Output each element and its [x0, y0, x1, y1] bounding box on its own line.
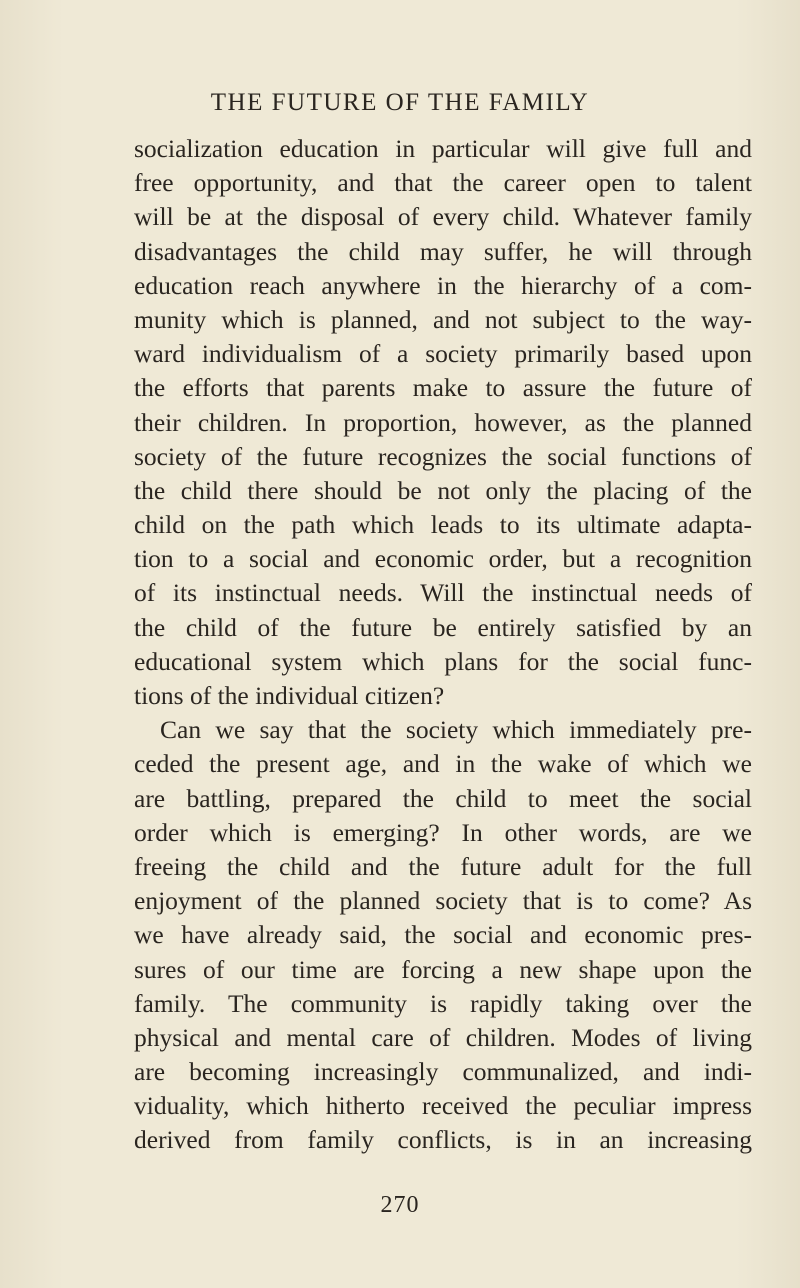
body-text — [134, 132, 752, 1158]
text-line: education reach anywhere in the hierarchy of a com- — [134, 270, 752, 300]
text-line: their children. In proportion, however, as the planned — [134, 407, 752, 437]
text-line: munity which is planned, and not subject to the way- — [134, 304, 752, 334]
text-line: we have already said, the social and economic pres- — [134, 920, 752, 950]
text-line: are becoming increasingly communalized, and indi- — [134, 1057, 752, 1087]
text-line: of its instinctual needs. Will the instinctual needs of — [134, 578, 752, 608]
text-line: viduality, which hitherto received the peculiar impress — [134, 1091, 752, 1121]
text-line: physical and mental care of children. Modes of living — [134, 1022, 752, 1052]
paragraph-start-line: Can we say that the society which immediately pre- — [160, 715, 752, 745]
paragraph-end-line: tions of the individual citizen? — [134, 681, 445, 710]
running-head: THE FUTURE OF THE FAMILY — [210, 89, 590, 116]
text-line: sures of our time are forcing a new shape upon the — [134, 954, 752, 984]
text-line: the efforts that parents make to assure the future of — [134, 373, 752, 403]
text-line: society of the future recognizes the social functions of — [134, 441, 752, 471]
text-line: tion to a social and economic order, but a recognition — [134, 544, 752, 574]
text-line: are battling, prepared the child to meet the social — [134, 783, 752, 813]
text-line: disadvantages the child may suffer, he will through — [134, 236, 752, 266]
page-number: 270 — [380, 1192, 420, 1218]
text-line: enjoyment of the planned society that is to come? As — [134, 886, 752, 916]
text-line: family. The community is rapidly taking over the — [134, 988, 752, 1018]
text-line: educational system which plans for the social func- — [134, 646, 752, 676]
text-line: free opportunity, and that the career open to talent — [134, 168, 752, 198]
text-line: ward individualism of a society primarily based upon — [134, 339, 752, 369]
text-line: will be at the disposal of every child. Whatever family — [134, 202, 752, 232]
text-line: the child of the future be entirely satisfied by an — [134, 612, 752, 642]
text-line: socialization education in particular will give full and — [134, 134, 752, 163]
text-line: child on the path which leads to its ultimate adapta- — [134, 510, 752, 540]
text-line: the child there should be not only the placing of the — [134, 475, 752, 505]
text-line: ceded the present age, and in the wake of which we — [134, 749, 752, 779]
text-line: freeing the child and the future adult for the full — [134, 851, 752, 881]
text-line: derived from family conflicts, is in an increasing — [134, 1125, 752, 1155]
text-line: order which is emerging? In other words, are we — [134, 817, 752, 847]
